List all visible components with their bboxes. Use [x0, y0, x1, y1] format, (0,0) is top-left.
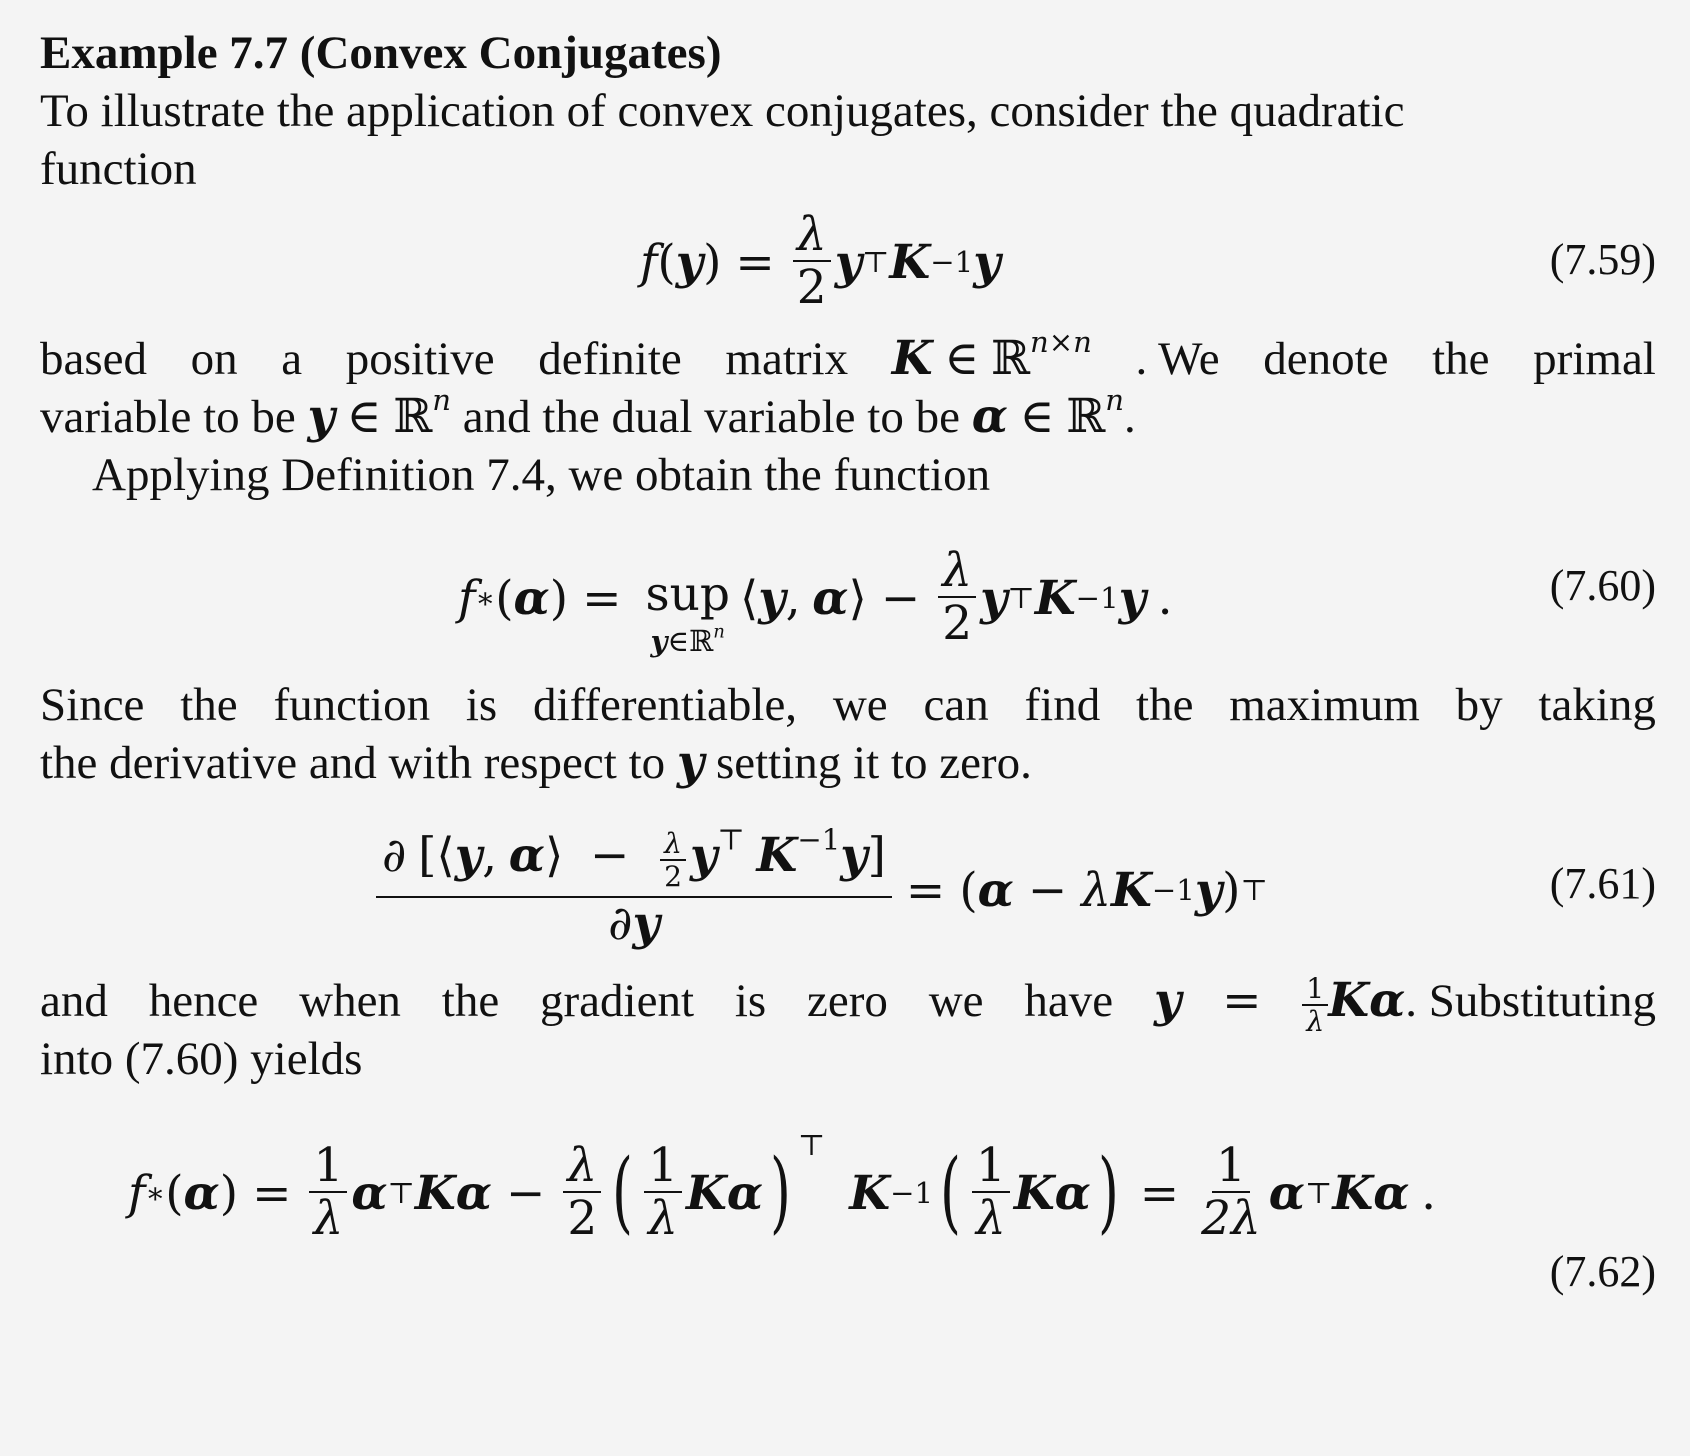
equation-7-61: ∂ [⟨y, α⟩ − $\frac{\lambda}{2}$ y⊤ $K^{-1}y$] ∂y = ( α − λ K −1 y ) ⊤ (7.61) — [0, 820, 1690, 960]
paragraph-5-line-2: into (7.60) yields — [40, 1033, 363, 1085]
equation-7-59: f ( y ) = $\frac{\lambda}{2}$ y ⊤ K −1 y (7.59) — [640, 207, 1656, 315]
paragraph-4-line-2: the derivative and with respect to y setting it to zero. — [40, 735, 1032, 790]
inline-math-k-in-r: K ∈ ℝ$^{n\times n}$ — [891, 325, 1092, 386]
fraction-lambda-over-2: $\frac{\lambda}{2}$ — [793, 210, 831, 313]
equation-number: (7.62) — [1549, 1247, 1656, 1296]
paragraph-3: Applying Definition 7.4, we obtain the function — [92, 449, 991, 501]
equation-7-60: f ∗ ( α ) = sup y∈ℝ$^n$ ⟨ y , α ⟩ − $\frac{\lambda}{2}$ y ⊤ K −1 y . (7.60) — [458, 543, 1656, 658]
paragraph-2-line-2: variable to be y ∈ ℝ$^n$ and the dual variable to be α ∈ ℝ$^n$. — [40, 383, 1136, 444]
supremum-operator: sup y∈ℝ$^n$ — [645, 567, 730, 658]
paragraph-1-line-2: function — [40, 143, 197, 195]
paragraph-1-line-1: To illustrate the application of convex conjugates, consider the quadratic — [40, 85, 1405, 137]
equation-number: (7.60) — [1549, 561, 1656, 610]
equation-number: (7.61) — [1549, 859, 1656, 908]
equation-number: (7.59) — [1549, 235, 1656, 284]
derivative-fraction: ∂ [⟨y, α⟩ − $\frac{\lambda}{2}$ y⊤ $K^{-1}y$] ∂y — [376, 829, 892, 950]
paragraph-5-line-1: and hence when the gradient is zero we have y = $\frac{1}{\lambda}$ Kα. Substituting — [40, 971, 1656, 1038]
equation-7-62: f ∗ ( α ) = $\frac{1}{\lambda}$ α ⊤ K α − $\frac{\lambda}{2}$ ( $\frac{1}{\lambda}$ K α ) ⊤ K −1 ( $\frac{1}{\lambda}$ K α ) = $\frac{1}{2\lambda}$ α ⊤ K α . (7.62) — [128, 1128, 1656, 1296]
paragraph-4-line-1: Since the function is differentiable, we can find the maximum by taking — [40, 679, 1656, 731]
paragraph-2-line-1: based on a positive definite matrix K ∈ ℝ$^{n\times n}$ . We denote the primal — [40, 325, 1656, 386]
example-heading: Example 7.7 (Convex Conjugates) — [40, 27, 722, 79]
